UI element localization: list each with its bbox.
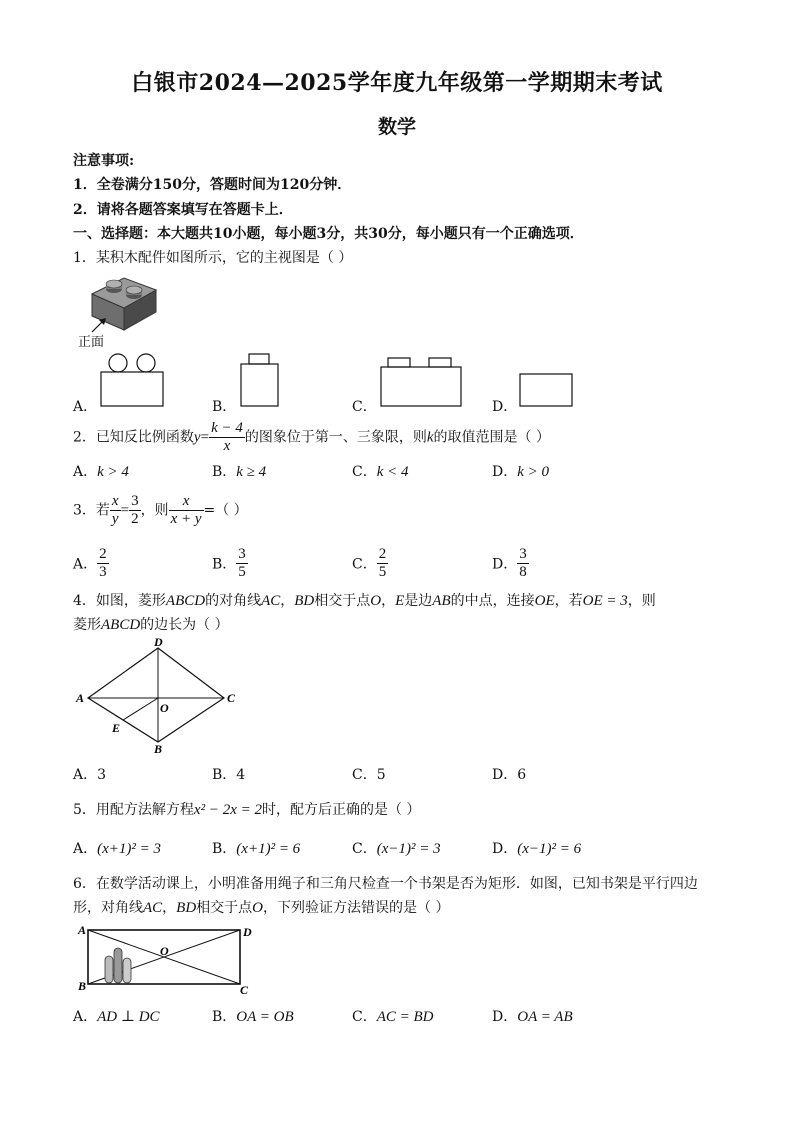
section-heading: 一、选择题：本大题共10小题，每小题3分，共30分，每小题只有一个正确选项． xyxy=(73,226,584,242)
q6-stem-line2: 形，对角线AC，BD相交于点O，下列验证方法错误的是（ ） xyxy=(73,900,450,916)
q2-option-d: D．k > 0 xyxy=(492,464,550,480)
q1-option-a: A． xyxy=(73,399,98,415)
q5-option-b: B．(x+1)² = 6 xyxy=(212,841,301,857)
note-item-2: 2．请将各题答案填写在答题卡上． xyxy=(73,202,293,218)
q3-option-b: B． $\frac{3}{5}$ xyxy=(212,546,246,580)
label-a: A xyxy=(76,691,85,705)
label-a: A xyxy=(78,923,87,937)
label-b: B xyxy=(78,979,87,993)
q4-stem-line2: 菱形ABCD的边长为（ ） xyxy=(73,617,229,633)
q2-option-a: A．k > 4 xyxy=(73,464,129,480)
q1-stem: 1．某积木配件如图所示，它的主视图是（ ） xyxy=(73,250,353,266)
q3-option-d: D． $\frac{3}{8}$ xyxy=(492,546,527,580)
q6-option-b: B．OA = OB xyxy=(212,1009,294,1025)
q1-option-b: B． xyxy=(212,399,237,415)
q6-stem-line1: 6．在数学活动课上，小明准备用绳子和三角尺检查一个书架是否为矩形．如图，已知书架是平行四边 xyxy=(73,876,698,892)
q5-option-c: C．(x−1)² = 3 xyxy=(352,841,441,857)
q2-fraction: $\frac{k - 4}{x}$ xyxy=(211,420,243,454)
q4-option-d: D．6 xyxy=(492,767,527,783)
rhombus-diagram xyxy=(74,638,244,754)
q2-stem: 2．已知反比例函数y= $\frac{k - 4}{x}$ 的图象位于第一、三象限，则k的取值范围是（ ） xyxy=(73,420,550,454)
q1-option-c: C． xyxy=(352,399,377,415)
q1-figure-d xyxy=(518,372,574,408)
q3-option-c: C． $\frac{2}{5}$ xyxy=(352,546,387,580)
label-o: O xyxy=(160,701,169,715)
label-c: C xyxy=(227,691,236,705)
label-o: O xyxy=(160,944,169,958)
q4-option-a: A．3 xyxy=(73,767,107,783)
notes-heading: 注意事项: xyxy=(73,153,135,169)
label-e: E xyxy=(112,721,121,735)
q6-option-a: A．AD ⊥ DC xyxy=(73,1009,160,1025)
label-d: D xyxy=(154,638,163,649)
q1-option-d: D． xyxy=(492,399,518,415)
subject-title: 数学 xyxy=(377,116,416,138)
q3-stem: 3．若 $\frac{x}{y}$ = $\frac{3}{2}$ ，则 $\frac{x}{x + y}$ =（ ） xyxy=(73,493,248,527)
q5-option-a: A．(x+1)² = 3 xyxy=(73,841,162,857)
q6-option-d: D．OA = AB xyxy=(492,1009,573,1025)
label-d: D xyxy=(243,925,252,939)
note-item-1: 1．全卷满分150分，答题时间为120分钟． xyxy=(73,177,352,193)
q3-option-a: A． $\frac{2}{3}$ xyxy=(73,546,107,580)
label-b: B xyxy=(154,742,163,754)
q2-option-b: B．k ≥ 4 xyxy=(212,464,267,480)
q1-figure-a xyxy=(99,352,165,408)
label-c: C xyxy=(240,983,249,996)
q4-option-c: C．5 xyxy=(352,767,386,783)
q4-option-b: B．4 xyxy=(212,767,246,783)
q5-option-d: D．(x−1)² = 6 xyxy=(492,841,582,857)
q2-option-c: C．k < 4 xyxy=(352,464,409,480)
bookshelf-diagram xyxy=(74,922,264,996)
q5-stem: 5．用配方法解方程x² − 2x = 2时，配方后正确的是（ ） xyxy=(73,802,421,818)
q4-stem-line1: 4．如图，菱形ABCD的对角线AC，BD相交于点O，E是边AB的中点，连接OE，若OE = 3，则 xyxy=(73,593,656,609)
exam-title: 白银市2024—2025学年度九年级第一学期期末考试 xyxy=(131,70,663,96)
q1-figure-b xyxy=(239,352,281,408)
q6-option-c: C．AC = BD xyxy=(352,1009,434,1025)
q1-figure-c xyxy=(379,356,463,408)
front-label: 正面 xyxy=(78,335,105,350)
